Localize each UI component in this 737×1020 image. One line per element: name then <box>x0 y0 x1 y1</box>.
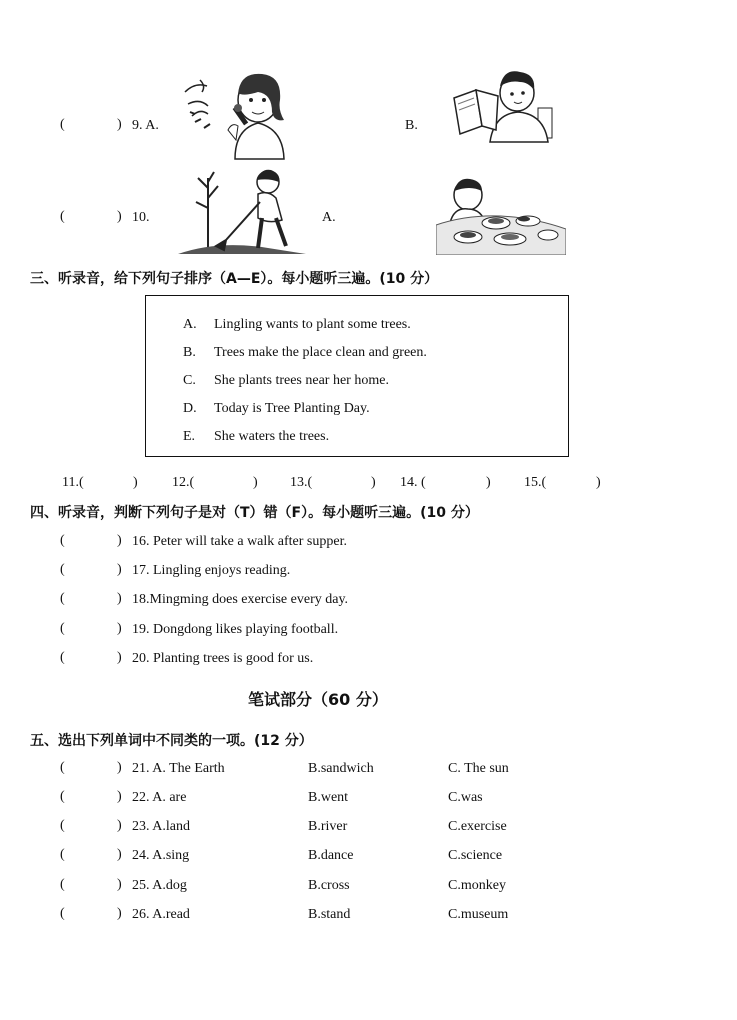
section5-heading: 五、选出下列单词中不同类的一项。(12 分） <box>30 733 313 749</box>
sentence-b-text: Trees make the place clean and green. <box>214 345 427 360</box>
q18-text: 18.Mingming does exercise every day. <box>132 592 349 607</box>
q9-close-paren: ) <box>117 117 122 132</box>
sentence-a-letter: A. <box>183 317 197 332</box>
answer-11-close: ) <box>133 475 138 490</box>
q26-option-b: B.stand <box>308 907 351 922</box>
q21-option-b: B.sandwich <box>308 761 374 776</box>
q9-label: 9. A. <box>132 118 159 133</box>
q21-close-paren: ) <box>117 760 122 775</box>
q22-option-c: C.was <box>448 790 483 805</box>
sentence-e-text: She waters the trees. <box>214 429 330 444</box>
q9-option-b: B. <box>405 118 418 133</box>
answer-15-close: ) <box>596 475 601 490</box>
q10-label: 10. <box>132 210 150 225</box>
girl-singing-picture <box>180 72 295 160</box>
q25-option-b: B.cross <box>308 878 350 893</box>
q23-open-paren: ( <box>60 818 65 833</box>
q22-option-b: B.went <box>308 790 349 805</box>
q24-option-a: 24. A.sing <box>132 848 190 863</box>
q9-open-paren: ( <box>60 117 65 132</box>
q25-close-paren: ) <box>117 877 122 892</box>
q17-close-paren: ) <box>117 562 122 577</box>
q22-option-a: 22. A. are <box>132 790 187 805</box>
sentence-d-text: Today is Tree Planting Day. <box>214 401 370 416</box>
section3-heading: 三、听录音，给下列句子排序（A—E）。每小题听三遍。(10 分） <box>30 271 439 287</box>
q26-open-paren: ( <box>60 906 65 921</box>
sentence-c-letter: C. <box>183 373 196 388</box>
q18-open-paren: ( <box>60 591 65 606</box>
q25-option-c: C.monkey <box>448 878 506 893</box>
q10-option-a: A. <box>322 210 336 225</box>
q23-option-a: 23. A.land <box>132 819 190 834</box>
q24-option-c: C.science <box>448 848 503 863</box>
q21-option-a: 21. A. The Earth <box>132 761 225 776</box>
q20-text: 20. Planting trees is good for us. <box>132 651 314 666</box>
answer-14[interactable]: 14. ( <box>400 475 426 490</box>
q16-open-paren: ( <box>60 533 65 548</box>
answer-13[interactable]: 13.( <box>290 475 313 490</box>
q17-open-paren: ( <box>60 562 65 577</box>
answer-13-close: ) <box>371 475 376 490</box>
q18-close-paren: ) <box>117 591 122 606</box>
q26-option-c: C.museum <box>448 907 509 922</box>
q10-open-paren: ( <box>60 209 65 224</box>
q26-option-a: 26. A.read <box>132 907 190 922</box>
q22-open-paren: ( <box>60 789 65 804</box>
sentence-c-text: She plants trees near her home. <box>214 373 389 388</box>
written-part-title: 笔试部分（60 分） <box>248 690 388 709</box>
boy-eating-picture <box>436 165 566 255</box>
q16-text: 16. Peter will take a walk after supper. <box>132 534 347 549</box>
answer-12-close: ) <box>253 475 258 490</box>
answer-11[interactable]: 11.( <box>62 475 84 490</box>
q23-option-c: C.exercise <box>448 819 507 834</box>
q26-close-paren: ) <box>117 906 122 921</box>
q25-option-a: 25. A.dog <box>132 878 187 893</box>
q10-close-paren: ) <box>117 209 122 224</box>
q19-text: 19. Dongdong likes playing football. <box>132 622 339 637</box>
sentence-a-text: Lingling wants to plant some trees. <box>214 317 411 332</box>
q21-open-paren: ( <box>60 760 65 775</box>
q19-open-paren: ( <box>60 621 65 636</box>
q24-close-paren: ) <box>117 847 122 862</box>
q19-close-paren: ) <box>117 621 122 636</box>
sentence-b-letter: B. <box>183 345 196 360</box>
q23-option-b: B.river <box>308 819 348 834</box>
q20-open-paren: ( <box>60 650 65 665</box>
q20-close-paren: ) <box>117 650 122 665</box>
q23-close-paren: ) <box>117 818 122 833</box>
answer-12[interactable]: 12.( <box>172 475 195 490</box>
boy-reading-picture <box>450 68 555 143</box>
q21-option-c: C. The sun <box>448 761 509 776</box>
q24-option-b: B.dance <box>308 848 354 863</box>
q16-close-paren: ) <box>117 533 122 548</box>
answer-14-close: ) <box>486 475 491 490</box>
sentence-e-letter: E. <box>183 429 196 444</box>
boy-planting-tree-picture <box>178 168 306 256</box>
section4-heading: 四、听录音，判断下列句子是对（T）错（F）。每小题听三遍。(10 分） <box>30 505 479 521</box>
q17-text: 17. Lingling enjoys reading. <box>132 563 291 578</box>
answer-15[interactable]: 15.( <box>524 475 547 490</box>
q22-close-paren: ) <box>117 789 122 804</box>
sentence-d-letter: D. <box>183 401 197 416</box>
q25-open-paren: ( <box>60 877 65 892</box>
q24-open-paren: ( <box>60 847 65 862</box>
